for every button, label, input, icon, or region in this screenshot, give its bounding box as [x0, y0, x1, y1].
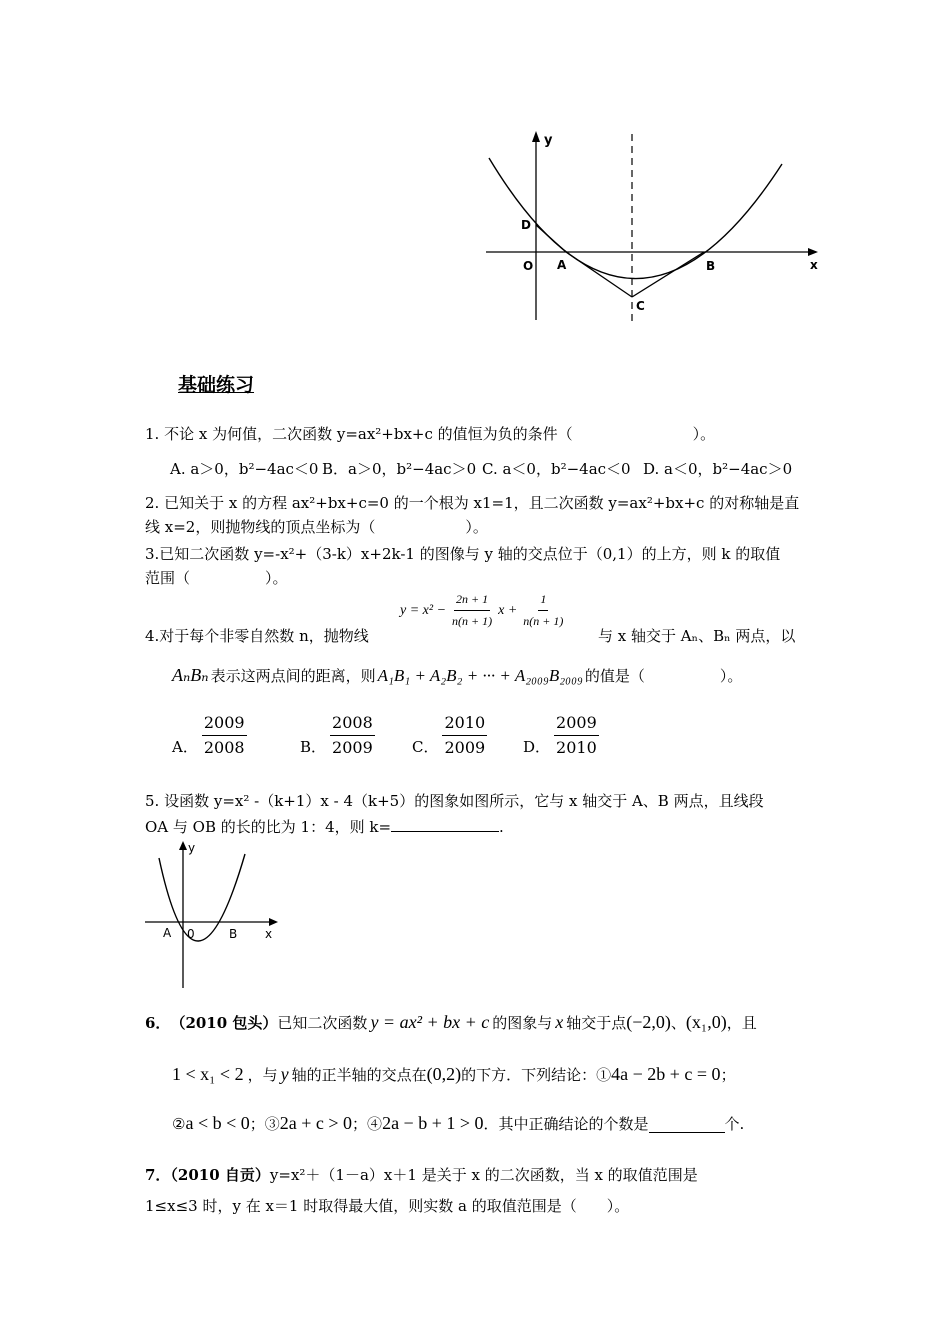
q6-conclusion-4: 2a − b + 1 > 0: [382, 1113, 484, 1133]
question-5-line-1: 5. 设函数 y=x² -（k+1）x - 4（k+5）的图象如图所示，它与 x 轴交于 A、B 两点，且线段: [145, 792, 764, 810]
label-y: y: [188, 841, 196, 855]
q5-answer-blank[interactable]: [391, 831, 499, 832]
y-axis-arrow: [179, 841, 187, 850]
q4-frac2-den: n(n + 1): [523, 614, 564, 628]
q1-option-a: A. a＞0，b²−4ac＜0: [170, 460, 319, 478]
q6-text-13: 个.: [724, 1114, 745, 1133]
q6-text-3: 轴交于点: [566, 1013, 627, 1032]
q4-fraction-2: [523, 592, 563, 629]
segment-da: [536, 225, 566, 252]
label-o: 0: [187, 927, 195, 941]
q1-option-d: D. a＜0，b²−4ac＞0: [643, 460, 793, 478]
label-d: D: [521, 218, 531, 232]
q6-condition: 1 < x₁ < 2: [172, 1064, 244, 1084]
q4-option-b-label: B．: [300, 738, 327, 756]
section-title: 基础练习: [178, 374, 255, 396]
label-y: y: [544, 133, 553, 148]
q6-text-9: ；: [720, 1065, 736, 1084]
question-4-prefix: 4.对于每个非零自然数 n，抛物线: [145, 627, 369, 645]
q4-option-b-frac: [330, 714, 375, 757]
question-1: 1. 不论 x 为何值，二次函数 y=ax²+bx+c 的值恒为负的条件（ ）。: [145, 425, 716, 443]
q6-conclusion-3: 2a + c > 0: [279, 1113, 353, 1133]
q1-option-c: C. a＜0，b²−4ac＜0: [482, 460, 631, 478]
q4-frac1-num: 2n + 1: [454, 592, 490, 611]
q1-option-b: B．a＞0，b²−4ac＞0: [322, 460, 477, 478]
q6-text-5: ，且: [726, 1013, 757, 1032]
q4-option-a: [172, 714, 247, 757]
question-4-suffix: 与 x 轴交于 Aₙ、Bₙ 两点，以: [598, 627, 796, 645]
q4-option-c-num: 2010: [442, 714, 487, 736]
question-2-line-2: 线 x=2，则抛物线的顶点坐标为（ ）。: [145, 518, 488, 536]
question-7-line-2: 1≤x≤3 时，y 在 x＝1 时取得最大值，则实数 a 的取值范围是（ ）。: [145, 1197, 630, 1215]
q6-text-10: ；③: [249, 1114, 280, 1133]
q4-line2-end: 的值是（ ）。: [584, 667, 743, 685]
q6-mark-2: ②: [172, 1114, 186, 1133]
q4-option-b-den: 2009: [332, 738, 373, 757]
q6-text-8: 的下方．下列结论：①: [461, 1065, 612, 1084]
q4-line2-mid: 表示这两点间的距离，则: [210, 667, 376, 685]
q7-number: 7．（2010 自贡）: [145, 1166, 270, 1184]
y-axis-arrow: [532, 131, 540, 142]
q4-formula-mid: x +: [498, 602, 518, 618]
x-axis-arrow: [808, 248, 818, 256]
q4-option-c-label: C．: [412, 738, 439, 756]
q4-option-a-den: 2008: [203, 738, 245, 757]
q4-anbn: AₙBₙ: [172, 665, 209, 685]
q4-option-d-num: 2009: [554, 714, 599, 736]
question-3-line-2: 范围（ ）。: [145, 569, 288, 587]
q4-option-d-label: D．: [523, 738, 551, 756]
question-6-line-1: [145, 1012, 757, 1033]
label-x: x: [265, 927, 273, 941]
question-6-line-2: [172, 1064, 736, 1085]
q4-option-c: [412, 714, 487, 757]
question-5-line-2: [145, 817, 504, 837]
q4-formula: [400, 592, 563, 629]
q6-answer-blank[interactable]: [649, 1114, 725, 1133]
label-c: C: [636, 299, 645, 313]
q6-function: y = ax² + bx + c: [370, 1012, 490, 1032]
q6-source: （2010 包头）: [170, 1013, 278, 1032]
q6-text-11: ；④: [352, 1114, 383, 1133]
q6-text-12: ．其中正确结论的个数是: [483, 1114, 649, 1133]
label-a: A: [557, 258, 567, 272]
label-b: B: [229, 927, 238, 941]
q6-conclusion-1: 4a − 2b + c = 0: [611, 1064, 721, 1084]
q4-option-c-frac: [442, 714, 487, 757]
q5-line2-text: OA 与 OB 的长的比为 1：4，则 k=: [145, 818, 392, 836]
q4-option-c-den: 2009: [444, 738, 486, 757]
label-o: O: [523, 259, 534, 273]
q4-option-d-den: 2010: [556, 738, 597, 757]
q4-option-a-frac: [202, 714, 247, 757]
label-b: B: [706, 259, 716, 273]
q4-option-d: [523, 714, 599, 757]
q4-option-a-num: 2009: [202, 714, 247, 736]
label-a: A: [163, 926, 172, 940]
q4-option-a-label: A．: [172, 738, 198, 756]
question-7-line-1: [145, 1165, 698, 1185]
parabola-graph-1: [484, 128, 829, 328]
q6-x: x: [555, 1012, 564, 1032]
q6-text-7: 轴的正半轴的交点在: [291, 1065, 427, 1084]
q4-frac1-den: n(n + 1): [452, 614, 493, 628]
q6-text-1: 已知二次函数: [277, 1013, 368, 1032]
q6-point-1: (−2,0): [626, 1012, 671, 1032]
q6-point-3: (0,2): [426, 1064, 462, 1084]
x-axis-arrow: [269, 918, 278, 926]
q4-fraction-1: [452, 592, 492, 629]
question-6-line-3: [172, 1113, 744, 1134]
q4-option-b: [300, 714, 375, 757]
q6-conclusion-2: a < b < 0: [185, 1113, 250, 1133]
q6-y: y: [280, 1064, 289, 1084]
segment-cb: [632, 252, 704, 297]
parabola-graph-2: [143, 838, 283, 993]
q4-formula-y: y = x² −: [400, 602, 447, 618]
q5-line2-end: .: [499, 818, 504, 836]
q4-option-b-num: 2008: [330, 714, 375, 736]
question-3-line-1: 3.已知二次函数 y=-x²+（3-k）x+2k-1 的图像与 y 轴的交点位于（0,1）的上方，则 k 的取值: [145, 545, 781, 563]
q4-option-d-frac: [554, 714, 599, 757]
q7-line1-text: y=x²＋（1－a）x＋1 是关于 x 的二次函数，当 x 的取值范围是: [269, 1166, 698, 1184]
q4-line-2: [172, 665, 742, 686]
q6-text-2: 的图象与: [492, 1013, 553, 1032]
q4-frac2-num: 1: [538, 592, 548, 611]
question-2-line-1: 2. 已知关于 x 的方程 ax²+bx+c=0 的一个根为 x1=1，且二次函数 y=ax²+bx+c 的对称轴是直: [145, 494, 800, 512]
q6-text-4: 、: [670, 1013, 686, 1032]
q6-number: 6．: [145, 1013, 171, 1032]
q4-sum-expression: A₁B₁ + A₂B₂ + ··· + A₂₀₀₉B₂₀₀₉: [377, 666, 583, 685]
q6-point-2: (x₁,0): [685, 1012, 727, 1032]
q6-text-6: ，与: [247, 1065, 278, 1084]
label-x: x: [810, 258, 818, 272]
segment-ac: [566, 252, 632, 297]
